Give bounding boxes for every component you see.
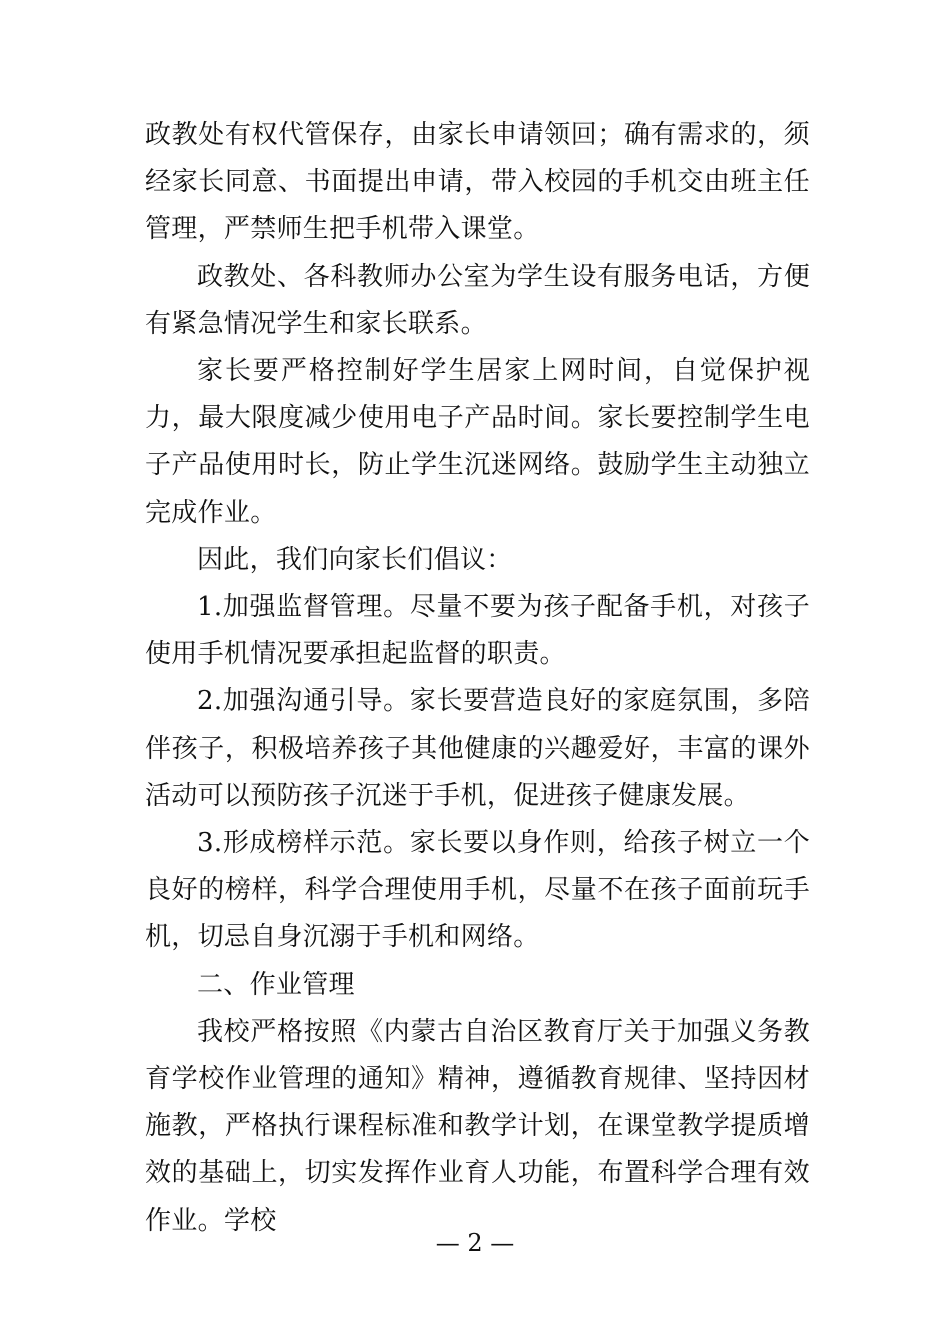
paragraph-screen-time: 家长要严格控制好学生居家上网时间，自觉保护视力，最大限度减少使用电子产品时间。家长要控制学生电子产品使用时长，防止学生沉迷网络。鼓励学生主动独立完成作业。: [145, 356, 810, 528]
paragraph-phone-custody: 政教处有权代管保存，由家长申请领回；确有需求的，须经家长同意、书面提出申请，带入校园的手机交由班主任管理，严禁师生把手机带入课堂。: [145, 120, 810, 245]
page-number: — 2 —: [435, 1229, 515, 1257]
paragraph-service-phone: 政教处、各科教师办公室为学生设有服务电话，方便有紧急情况学生和家长联系。: [145, 261, 810, 339]
list-item-supervision: 1.加强监督管理。尽量不要为孩子配备手机，对孩子使用手机情况要承担起监督的职责。: [145, 592, 810, 670]
paragraph-homework-policy: 我校严格按照《内蒙古自治区教育厅关于加强义务教育学校作业管理的通知》精神，遵循教育规律、坚持因材施教，严格执行课程标准和教学计划，在课堂教学提质增效的基础上，切实发挥作业育人功能，布置科学合理有效作业。学校: [145, 1016, 810, 1236]
document-body: [145, 112, 810, 1245]
list-item-communication: 2.加强沟通引导。家长要营造良好的家庭氛围，多陪伴孩子，积极培养孩子其他健康的兴趣爱好，丰富的课外活动可以预防孩子沉迷于手机，促进孩子健康发展。: [145, 686, 810, 811]
paragraph-proposal-intro: 因此，我们向家长们倡议：: [197, 544, 513, 575]
section-heading-homework: 二、作业管理: [197, 969, 355, 1000]
list-item-role-model: 3.形成榜样示范。家长要以身作则，给孩子树立一个良好的榜样，科学合理使用手机，尽量不在孩子面前玩手机，切忌自身沉溺于手机和网络。: [145, 828, 810, 953]
